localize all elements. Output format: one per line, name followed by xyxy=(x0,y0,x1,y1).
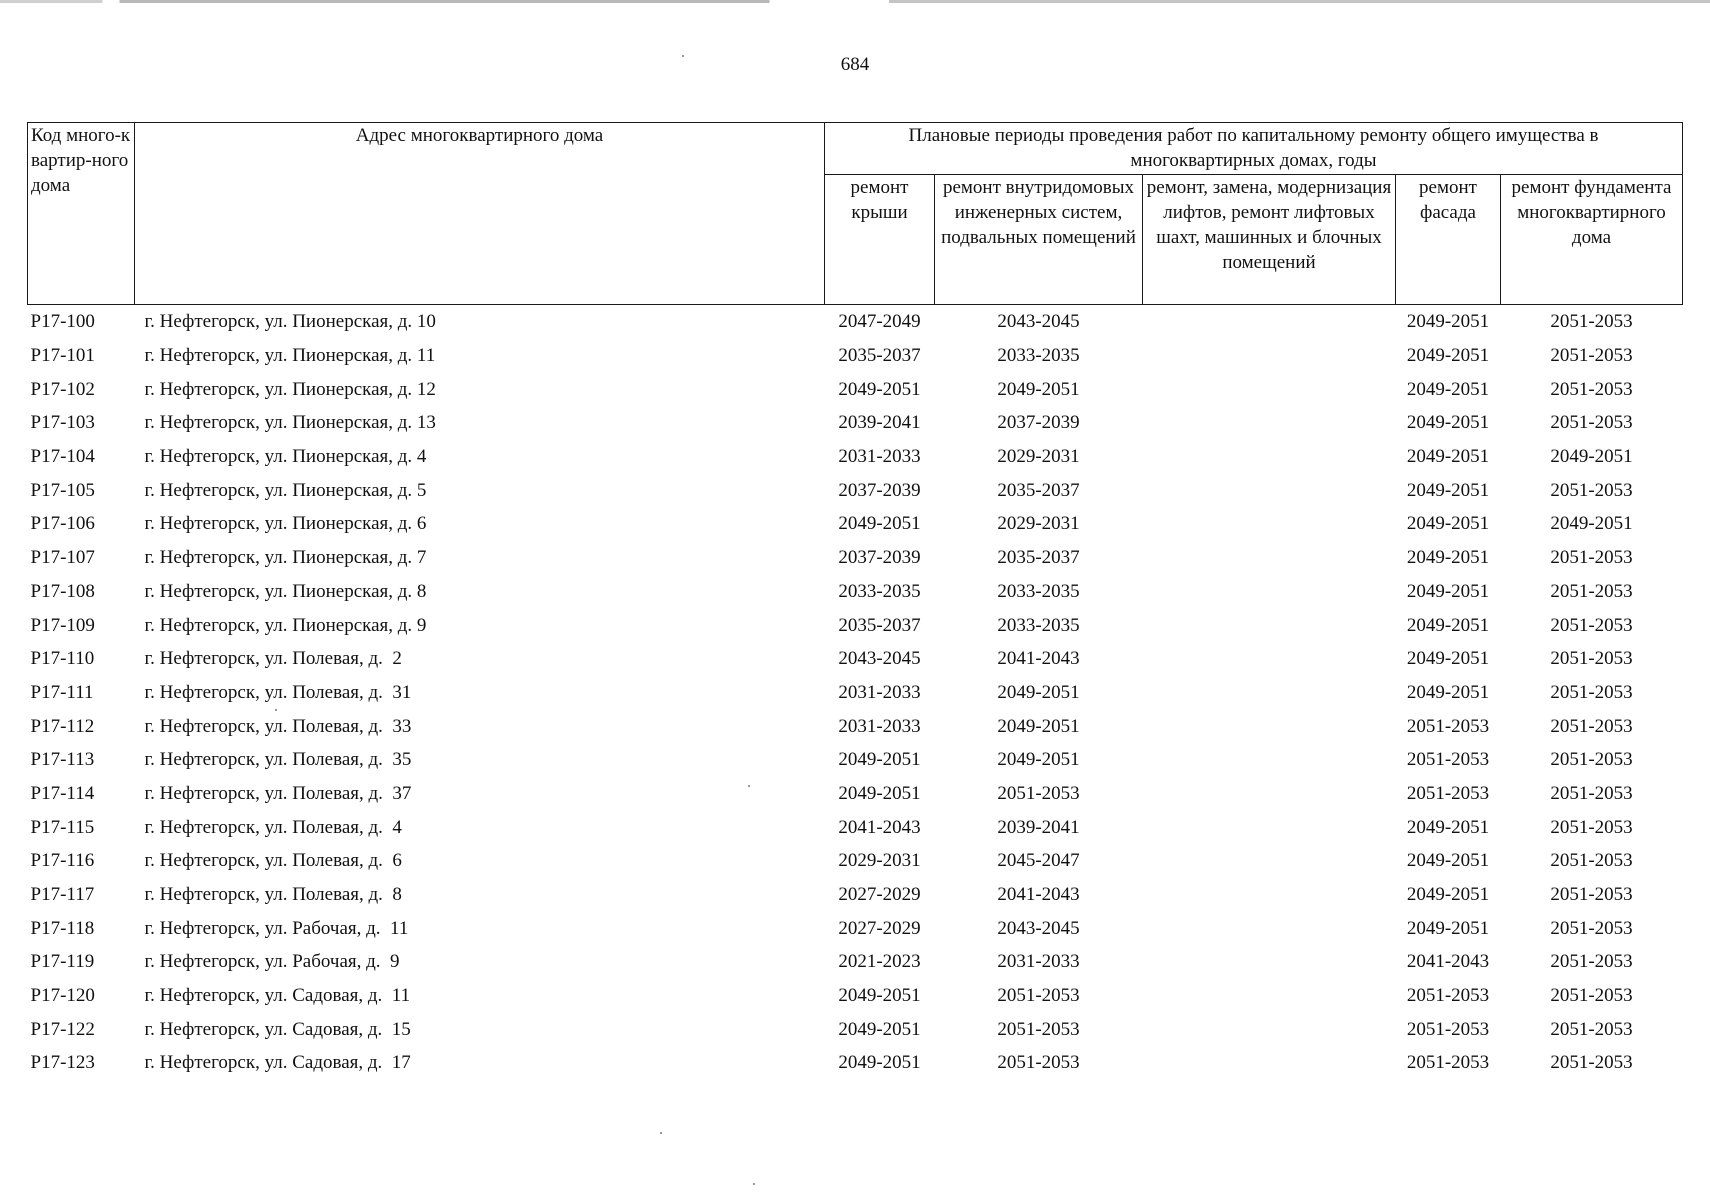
cell-lifts xyxy=(1143,979,1396,1013)
table-row xyxy=(28,608,1683,642)
cell-address: г. Нефтегорск, ул. Пионерская, д. 4 xyxy=(144,446,427,468)
cell-address: г. Нефтегорск, ул. Полевая, д. 2 xyxy=(144,648,402,670)
cell-address: г. Нефтегорск, ул. Полевая, д. 35 xyxy=(144,749,412,771)
cell-lifts xyxy=(1143,473,1396,507)
scan-speck xyxy=(660,1132,662,1134)
cell-roof: 2037-2039 xyxy=(838,547,921,569)
cell-foundation: 2051-2053 xyxy=(1550,614,1633,636)
cell-foundation: 2051-2053 xyxy=(1550,378,1633,400)
cell-code: Р17-122 xyxy=(30,1018,95,1040)
cell-foundation: 2051-2053 xyxy=(1550,412,1633,434)
cell-engineering: 2029-2031 xyxy=(997,513,1080,535)
cell-engineering: 2049-2051 xyxy=(997,749,1080,771)
cell-roof: 2031-2033 xyxy=(838,681,921,703)
table-header xyxy=(28,123,1683,305)
table-row xyxy=(28,777,1683,811)
cell-lifts xyxy=(1143,743,1396,777)
cell-engineering: 2035-2037 xyxy=(997,479,1080,501)
cell-address: г. Нефтегорск, ул. Полевая, д. 33 xyxy=(144,715,412,737)
cell-roof: 2047-2049 xyxy=(838,311,921,333)
cell-roof: 2049-2051 xyxy=(838,782,921,804)
cell-foundation: 2051-2053 xyxy=(1550,311,1633,333)
cell-code: Р17-116 xyxy=(30,850,95,872)
cell-address: г. Нефтегорск, ул. Полевая, д. 8 xyxy=(144,884,402,906)
cell-foundation: 2051-2053 xyxy=(1550,580,1633,602)
cell-foundation: 2051-2053 xyxy=(1550,884,1633,906)
cell-roof: 2049-2051 xyxy=(838,513,921,535)
cell-engineering: 2041-2043 xyxy=(997,648,1080,670)
cell-foundation: 2051-2053 xyxy=(1550,681,1633,703)
cell-code: Р17-115 xyxy=(30,816,95,838)
cell-facade: 2049-2051 xyxy=(1406,850,1490,872)
cell-code: Р17-108 xyxy=(30,580,95,602)
cell-address: г. Нефтегорск, ул. Пионерская, д. 9 xyxy=(144,614,427,636)
header-foundation: ремонт фундамента многоквартирного дома xyxy=(1501,175,1683,305)
page-number: 684 xyxy=(840,54,870,75)
cell-code: Р17-109 xyxy=(30,614,95,636)
cell-roof: 2021-2023 xyxy=(838,951,921,973)
table-body xyxy=(28,305,1683,1080)
cell-lifts xyxy=(1143,676,1396,710)
cell-engineering: 2051-2053 xyxy=(997,1052,1080,1074)
cell-foundation: 2051-2053 xyxy=(1550,648,1633,670)
cell-roof: 2049-2051 xyxy=(838,1052,921,1074)
scan-speck xyxy=(682,55,684,57)
table-row xyxy=(28,372,1683,406)
cell-lifts xyxy=(1143,777,1396,811)
cell-roof: 2035-2037 xyxy=(838,345,921,367)
cell-lifts xyxy=(1143,1012,1396,1046)
cell-engineering: 2031-2033 xyxy=(997,951,1080,973)
cell-roof: 2049-2051 xyxy=(838,378,921,400)
cell-facade: 2051-2053 xyxy=(1406,715,1490,737)
cell-lifts xyxy=(1143,575,1396,609)
cell-engineering: 2033-2035 xyxy=(997,614,1080,636)
cell-lifts xyxy=(1143,541,1396,575)
cell-lifts xyxy=(1143,305,1396,339)
cell-roof: 2027-2029 xyxy=(838,884,921,906)
table-row xyxy=(28,575,1683,609)
cell-address: г. Нефтегорск, ул. Полевая, д. 31 xyxy=(144,681,412,703)
cell-roof: 2049-2051 xyxy=(838,1018,921,1040)
cell-address: г. Нефтегорск, ул. Полевая, д. 6 xyxy=(144,850,402,872)
scan-speck xyxy=(753,1183,755,1185)
table-row xyxy=(28,305,1683,339)
table-row xyxy=(28,878,1683,912)
cell-code: Р17-103 xyxy=(30,412,95,434)
cell-code: Р17-123 xyxy=(30,1052,95,1074)
cell-engineering: 2045-2047 xyxy=(997,850,1080,872)
cell-engineering: 2051-2053 xyxy=(997,1018,1080,1040)
cell-lifts xyxy=(1143,911,1396,945)
cell-lifts xyxy=(1143,440,1396,474)
cell-foundation: 2051-2053 xyxy=(1550,479,1633,501)
cell-code: Р17-110 xyxy=(30,648,95,670)
cell-lifts xyxy=(1143,608,1396,642)
cell-engineering: 2043-2045 xyxy=(997,917,1080,939)
cell-code: Р17-104 xyxy=(30,446,95,468)
cell-engineering: 2039-2041 xyxy=(997,816,1080,838)
cell-roof: 2027-2029 xyxy=(838,917,921,939)
cell-roof: 2031-2033 xyxy=(838,715,921,737)
table-row xyxy=(28,743,1683,777)
cell-facade: 2049-2051 xyxy=(1406,816,1490,838)
cell-foundation: 2049-2051 xyxy=(1550,513,1633,535)
cell-code: Р17-119 xyxy=(30,951,95,973)
cell-roof: 2031-2033 xyxy=(838,446,921,468)
cell-facade: 2049-2051 xyxy=(1406,311,1490,333)
cell-address: г. Нефтегорск, ул. Рабочая, д. 11 xyxy=(144,917,409,939)
table-row xyxy=(28,979,1683,1013)
cell-engineering: 2043-2045 xyxy=(997,311,1080,333)
cell-roof: 2033-2035 xyxy=(838,580,921,602)
cell-code: Р17-117 xyxy=(30,884,95,906)
cell-code: Р17-113 xyxy=(30,749,95,771)
cell-lifts xyxy=(1143,844,1396,878)
cell-lifts xyxy=(1143,945,1396,979)
header-code: Код много-квартир-ного дома xyxy=(28,123,135,305)
cell-foundation: 2051-2053 xyxy=(1550,345,1633,367)
cell-address: г. Нефтегорск, ул. Пионерская, д. 12 xyxy=(144,378,436,400)
table-row xyxy=(28,541,1683,575)
cell-facade: 2051-2053 xyxy=(1406,749,1490,771)
header-periods-group: Плановые периоды проведения работ по капитальному ремонту общего имущества в многоквартирных домах, годы xyxy=(825,123,1683,175)
cell-foundation: 2051-2053 xyxy=(1550,1052,1633,1074)
cell-lifts xyxy=(1143,878,1396,912)
cell-roof: 2029-2031 xyxy=(838,850,921,872)
cell-foundation: 2051-2053 xyxy=(1550,715,1633,737)
table-row xyxy=(28,676,1683,710)
cell-engineering: 2049-2051 xyxy=(997,378,1080,400)
cell-facade: 2051-2053 xyxy=(1406,782,1490,804)
cell-facade: 2049-2051 xyxy=(1406,412,1490,434)
table-row xyxy=(28,642,1683,676)
cell-foundation: 2051-2053 xyxy=(1550,782,1633,804)
capital-repair-table xyxy=(27,122,1683,1080)
table-row xyxy=(28,709,1683,743)
cell-foundation: 2051-2053 xyxy=(1550,985,1633,1007)
header-engineering: ремонт внутридомовых инженерных систем, подвальных помещений xyxy=(935,175,1143,305)
table-row xyxy=(28,844,1683,878)
cell-engineering: 2029-2031 xyxy=(997,446,1080,468)
cell-facade: 2051-2053 xyxy=(1406,1018,1490,1040)
cell-engineering: 2049-2051 xyxy=(997,681,1080,703)
cell-facade: 2049-2051 xyxy=(1406,884,1490,906)
cell-address: г. Нефтегорск, ул. Пионерская, д. 6 xyxy=(144,513,427,535)
cell-address: г. Нефтегорск, ул. Пионерская, д. 10 xyxy=(144,311,436,333)
cell-engineering: 2051-2053 xyxy=(997,782,1080,804)
cell-address: г. Нефтегорск, ул. Садовая, д. 15 xyxy=(144,1018,411,1040)
cell-lifts xyxy=(1143,372,1396,406)
cell-roof: 2039-2041 xyxy=(838,412,921,434)
cell-lifts xyxy=(1143,1046,1396,1080)
cell-code: Р17-107 xyxy=(30,547,95,569)
cell-facade: 2049-2051 xyxy=(1406,681,1490,703)
cell-foundation: 2051-2053 xyxy=(1550,951,1633,973)
table-row xyxy=(28,507,1683,541)
cell-roof: 2037-2039 xyxy=(838,479,921,501)
cell-foundation: 2051-2053 xyxy=(1550,1018,1633,1040)
cell-foundation: 2051-2053 xyxy=(1550,816,1633,838)
table-row xyxy=(28,406,1683,440)
cell-facade: 2049-2051 xyxy=(1406,513,1490,535)
cell-lifts xyxy=(1143,339,1396,373)
cell-facade: 2049-2051 xyxy=(1406,614,1490,636)
cell-engineering: 2033-2035 xyxy=(997,345,1080,367)
table-row xyxy=(28,1012,1683,1046)
cell-address: г. Нефтегорск, ул. Полевая, д. 37 xyxy=(144,782,412,804)
header-facade: ремонт фасада xyxy=(1396,175,1501,305)
cell-roof: 2035-2037 xyxy=(838,614,921,636)
cell-code: Р17-101 xyxy=(30,345,95,367)
scan-speck xyxy=(275,709,277,711)
table-row xyxy=(28,1046,1683,1080)
cell-engineering: 2051-2053 xyxy=(997,985,1080,1007)
cell-facade: 2049-2051 xyxy=(1406,378,1490,400)
cell-engineering: 2035-2037 xyxy=(997,547,1080,569)
cell-address: г. Нефтегорск, ул. Пионерская, д. 5 xyxy=(144,479,427,501)
cell-roof: 2043-2045 xyxy=(838,648,921,670)
cell-code: Р17-106 xyxy=(30,513,95,535)
cell-address: г. Нефтегорск, ул. Пионерская, д. 11 xyxy=(144,345,436,367)
header-roof: ремонт крыши xyxy=(825,175,935,305)
cell-facade: 2049-2051 xyxy=(1406,446,1490,468)
cell-facade: 2049-2051 xyxy=(1406,345,1490,367)
cell-address: г. Нефтегорск, ул. Пионерская, д. 8 xyxy=(144,580,427,602)
table-row xyxy=(28,440,1683,474)
cell-facade: 2051-2053 xyxy=(1406,1052,1490,1074)
table-row xyxy=(28,473,1683,507)
cell-foundation: 2049-2051 xyxy=(1550,446,1633,468)
scan-speck xyxy=(748,785,750,787)
cell-lifts xyxy=(1143,642,1396,676)
cell-address: г. Нефтегорск, ул. Пионерская, д. 13 xyxy=(144,412,436,434)
cell-code: Р17-105 xyxy=(30,479,95,501)
cell-code: Р17-102 xyxy=(30,378,95,400)
cell-address: г. Нефтегорск, ул. Садовая, д. 17 xyxy=(144,1052,411,1074)
scan-edge-line xyxy=(0,0,1710,3)
cell-lifts xyxy=(1143,507,1396,541)
cell-code: Р17-111 xyxy=(30,681,94,703)
cell-lifts xyxy=(1143,406,1396,440)
cell-engineering: 2037-2039 xyxy=(997,412,1080,434)
cell-code: Р17-100 xyxy=(30,311,95,333)
table-row xyxy=(28,911,1683,945)
cell-roof: 2041-2043 xyxy=(838,816,921,838)
cell-address: г. Нефтегорск, ул. Пионерская, д. 7 xyxy=(144,547,427,569)
cell-facade: 2049-2051 xyxy=(1406,547,1490,569)
cell-engineering: 2033-2035 xyxy=(997,580,1080,602)
cell-foundation: 2051-2053 xyxy=(1550,917,1633,939)
table-row xyxy=(28,810,1683,844)
cell-facade: 2049-2051 xyxy=(1406,648,1490,670)
cell-facade: 2051-2053 xyxy=(1406,985,1490,1007)
cell-engineering: 2049-2051 xyxy=(997,715,1080,737)
header-address: Адрес многоквартирного дома xyxy=(135,123,825,305)
cell-lifts xyxy=(1143,709,1396,743)
cell-address: г. Нефтегорск, ул. Полевая, д. 4 xyxy=(144,816,402,838)
cell-roof: 2049-2051 xyxy=(838,749,921,771)
cell-code: Р17-112 xyxy=(30,715,95,737)
cell-facade: 2049-2051 xyxy=(1406,917,1490,939)
header-lifts: ремонт, замена, модернизация лифтов, ремонт лифтовых шахт, машинных и блочных помещений xyxy=(1143,175,1396,305)
cell-foundation: 2051-2053 xyxy=(1550,749,1633,771)
cell-foundation: 2051-2053 xyxy=(1550,547,1633,569)
cell-code: Р17-120 xyxy=(30,985,95,1007)
table-row xyxy=(28,339,1683,373)
cell-code: Р17-118 xyxy=(30,917,95,939)
cell-foundation: 2051-2053 xyxy=(1550,850,1633,872)
cell-facade: 2041-2043 xyxy=(1406,951,1490,973)
cell-roof: 2049-2051 xyxy=(838,985,921,1007)
cell-address: г. Нефтегорск, ул. Рабочая, д. 9 xyxy=(144,951,400,973)
cell-lifts xyxy=(1143,810,1396,844)
cell-facade: 2049-2051 xyxy=(1406,479,1490,501)
cell-address: г. Нефтегорск, ул. Садовая, д. 11 xyxy=(144,985,411,1007)
cell-facade: 2049-2051 xyxy=(1406,580,1490,602)
cell-engineering: 2041-2043 xyxy=(997,884,1080,906)
cell-code: Р17-114 xyxy=(30,782,95,804)
table-row xyxy=(28,945,1683,979)
